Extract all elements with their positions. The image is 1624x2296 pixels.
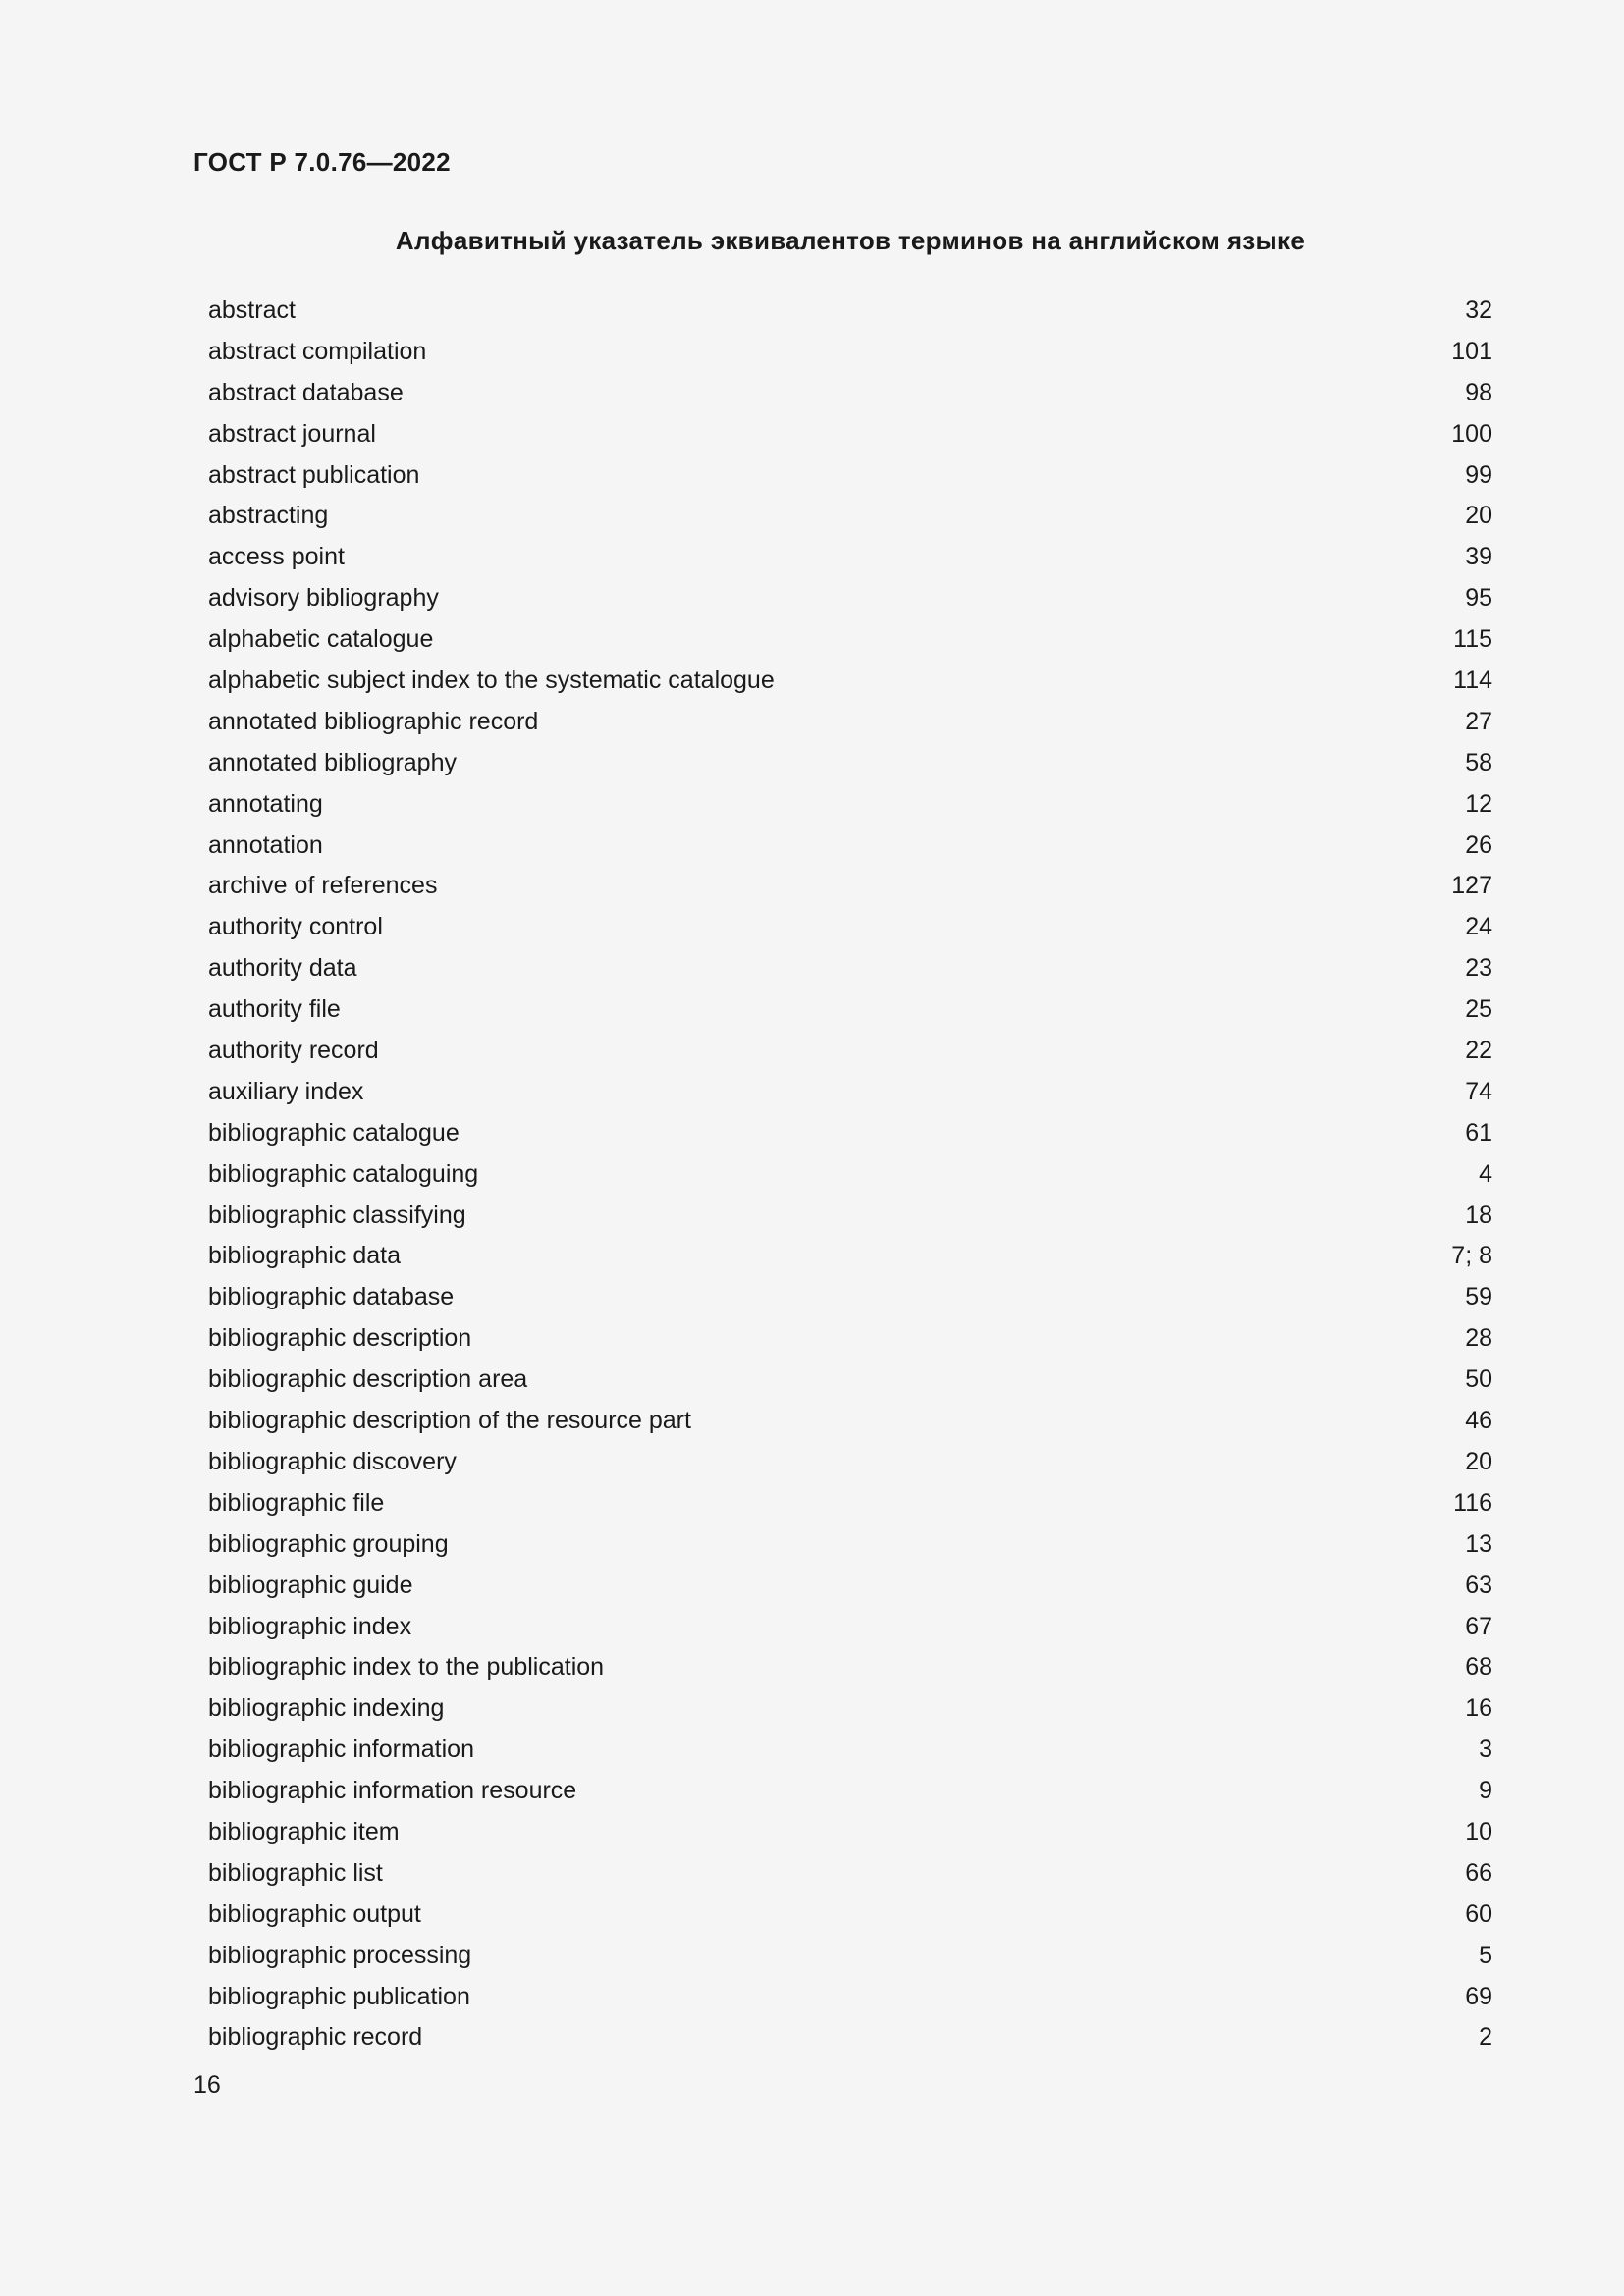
index-term: bibliographic description area [208,1365,528,1394]
index-reference-number: 4 [1479,1159,1492,1188]
index-reference-number: 5 [1479,1941,1492,1969]
index-reference-number: 95 [1465,584,1492,613]
index-term: bibliographic information [208,1735,474,1764]
index-term: annotated bibliographic record [208,707,539,735]
index-entry [208,1771,1492,1812]
index-reference-number: 61 [1465,1118,1492,1147]
index-term: advisory bibliography [208,584,439,613]
index-term: bibliographic grouping [208,1529,449,1558]
index-entry [208,578,1492,619]
index-term: bibliographic processing [208,1941,472,1969]
index-reference-number: 99 [1465,460,1492,489]
index-entry [208,826,1492,867]
index-reference-number: 20 [1465,1447,1492,1475]
index-reference-number: 2 [1479,2023,1492,2052]
index-reference-number: 67 [1465,1612,1492,1640]
index-reference-number: 98 [1465,378,1492,406]
index-entry [208,373,1492,414]
index-term: bibliographic catalogue [208,1118,460,1147]
index-reference-number: 13 [1465,1529,1492,1558]
index-reference-number: 101 [1451,337,1492,365]
index-entry [208,1442,1492,1483]
index-term: bibliographic file [208,1488,385,1517]
index-entry [208,537,1492,578]
index-entry [208,866,1492,907]
index-entry [208,1812,1492,1853]
index-entry [208,1277,1492,1318]
index-reference-number: 16 [1465,1694,1492,1723]
index-term: bibliographic guide [208,1571,413,1599]
index-reference-number: 50 [1465,1365,1492,1394]
index-term: bibliographic database [208,1283,455,1311]
index-term: bibliographic list [208,1858,383,1887]
index-reference-number: 18 [1465,1201,1492,1229]
index-entry [208,1853,1492,1895]
index-term: abstracting [208,502,329,530]
index-term: bibliographic index to the publication [208,1653,605,1682]
index-term: bibliographic output [208,1899,421,1928]
index-term: abstract [208,296,296,324]
index-term: authority record [208,1037,379,1065]
index-reference-number: 20 [1465,502,1492,530]
index-entry [208,743,1492,784]
index-entry [208,291,1492,332]
index-term: abstract database [208,378,404,406]
index-term: annotated bibliography [208,748,457,776]
index-term: bibliographic discovery [208,1447,457,1475]
index-entry [208,619,1492,661]
index-entry [208,1072,1492,1113]
document-code: ГОСТ Р 7.0.76—2022 [193,147,451,177]
index-entry [208,1647,1492,1688]
index-reference-number: 9 [1479,1777,1492,1805]
index-entry [208,1730,1492,1771]
index-term: abstract compilation [208,337,427,365]
index-term: bibliographic information resource [208,1777,577,1805]
index-entry [208,332,1492,373]
index-reference-number: 58 [1465,748,1492,776]
index-entry [208,414,1492,455]
index-term: bibliographic data [208,1242,401,1270]
index-entry [208,1688,1492,1730]
index-entry [208,1318,1492,1360]
index-reference-number: 63 [1465,1571,1492,1599]
index-term: annotation [208,830,323,859]
index-entry [208,1360,1492,1401]
index-entry [208,661,1492,702]
index-term: authority data [208,954,357,983]
index-term: bibliographic publication [208,1982,470,2010]
index-title: Алфавитный указатель эквивалентов терминов на английском языке [395,226,1306,255]
index-reference-number: 69 [1465,1982,1492,2010]
index-entry [208,702,1492,743]
index-reference-number: 39 [1465,543,1492,571]
index-reference-number: 32 [1465,296,1492,324]
index-reference-number: 3 [1479,1735,1492,1764]
index-entry [208,1566,1492,1607]
index-reference-number: 100 [1451,419,1492,448]
index-entry [208,784,1492,826]
index-reference-number: 12 [1465,789,1492,818]
index-entry [208,455,1492,497]
index-reference-number: 25 [1465,995,1492,1024]
index-term: annotating [208,789,323,818]
index-term: auxiliary index [208,1077,364,1105]
index-reference-number: 115 [1453,625,1492,654]
index-reference-number: 59 [1465,1283,1492,1311]
index-entry [208,496,1492,537]
index-entry [208,989,1492,1031]
index-entry [208,1524,1492,1566]
index-reference-number: 74 [1465,1077,1492,1105]
index-reference-number: 28 [1465,1324,1492,1353]
index-reference-number: 24 [1465,913,1492,941]
index-reference-number: 46 [1465,1407,1492,1435]
index-reference-number: 23 [1465,954,1492,983]
index-reference-number: 10 [1465,1817,1492,1845]
index-entry [208,1607,1492,1648]
index-entry [208,1031,1492,1072]
index-list [208,291,1492,2058]
index-reference-number: 114 [1453,667,1492,695]
index-entry [208,1196,1492,1237]
index-term: bibliographic cataloguing [208,1159,479,1188]
index-reference-number: 60 [1465,1899,1492,1928]
index-reference-number: 68 [1465,1653,1492,1682]
index-term: bibliographic description [208,1324,472,1353]
index-reference-number: 22 [1465,1037,1492,1065]
index-term: access point [208,543,345,571]
index-term: alphabetic catalogue [208,625,434,654]
index-term: archive of references [208,872,438,900]
index-entry [208,1401,1492,1442]
index-reference-number: 116 [1453,1488,1492,1517]
index-entry [208,2017,1492,2058]
index-term: abstract journal [208,419,376,448]
index-term: bibliographic record [208,2023,423,2052]
index-entry [208,1113,1492,1154]
index-reference-number: 27 [1465,707,1492,735]
index-entry [208,948,1492,989]
index-entry [208,1895,1492,1936]
index-term: bibliographic classifying [208,1201,466,1229]
index-reference-number: 127 [1451,872,1492,900]
index-entry [208,1483,1492,1524]
index-reference-number: 26 [1465,830,1492,859]
index-entry [208,907,1492,948]
index-term: authority file [208,995,341,1024]
page-number: 16 [193,2071,221,2099]
index-reference-number: 66 [1465,1858,1492,1887]
index-entry [208,1154,1492,1196]
index-term: bibliographic description of the resource part [208,1407,691,1435]
index-entry [208,1977,1492,2018]
index-entry [208,1236,1492,1277]
index-term: bibliographic indexing [208,1694,445,1723]
index-entry [208,1936,1492,1977]
index-term: bibliographic index [208,1612,412,1640]
index-term: authority control [208,913,383,941]
index-reference-number: 7; 8 [1451,1242,1492,1270]
index-term: bibliographic item [208,1817,400,1845]
index-term: abstract publication [208,460,420,489]
index-term: alphabetic subject index to the systematic catalogue [208,667,775,695]
